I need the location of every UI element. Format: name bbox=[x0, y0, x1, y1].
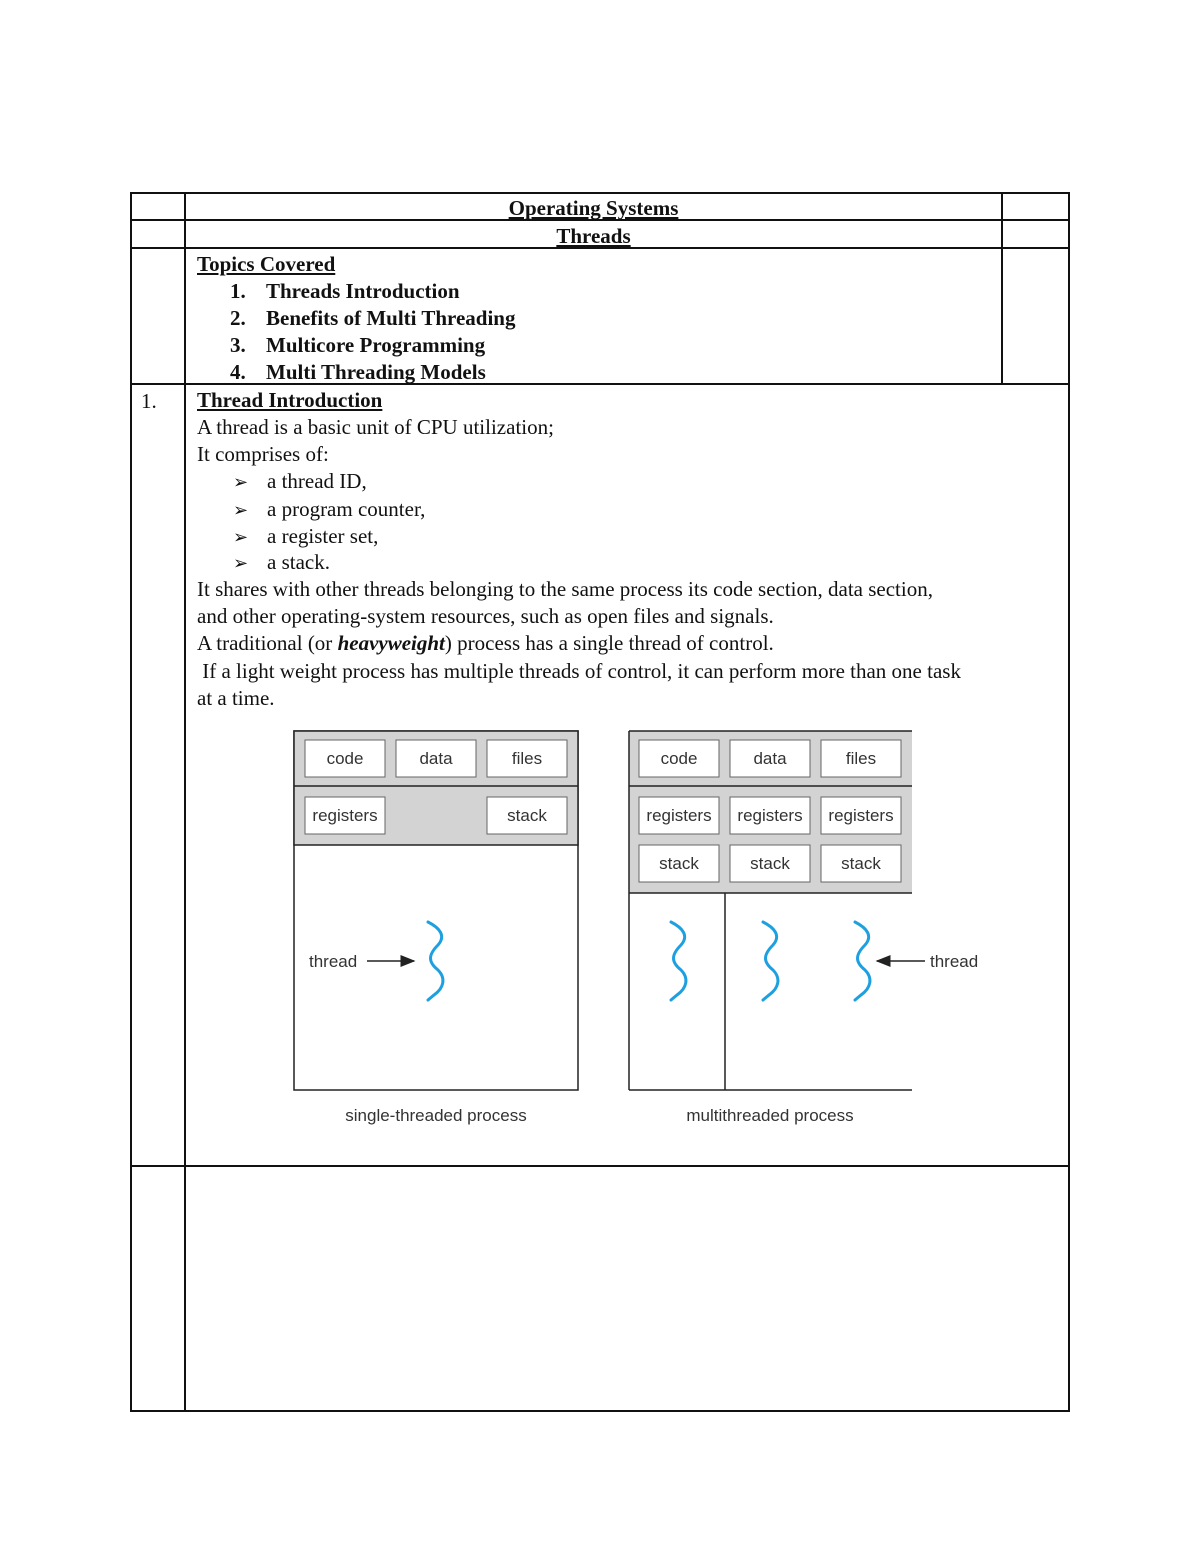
topic-label: Threads Introduction bbox=[266, 279, 460, 303]
single-caption: single-threaded process bbox=[345, 1106, 527, 1125]
bullet-text: a register set, bbox=[267, 524, 379, 548]
multi-registers-label: registers bbox=[646, 806, 712, 825]
topic-label: Benefits of Multi Threading bbox=[266, 306, 516, 330]
single-data-label: data bbox=[419, 749, 453, 768]
multi-thread-label: thread bbox=[930, 952, 979, 971]
topic-number: 3. bbox=[230, 333, 246, 357]
bullet-text: a stack. bbox=[267, 550, 330, 574]
topic-number: 4. bbox=[230, 360, 246, 384]
single-registers-label: registers bbox=[312, 806, 378, 825]
arrow-bullet-icon: ➢ bbox=[233, 527, 249, 548]
multithreaded-process bbox=[629, 731, 978, 1125]
multi-files-label: files bbox=[845, 749, 877, 768]
topic-number: 2. bbox=[230, 306, 246, 330]
multi-stack-label: stack bbox=[841, 854, 881, 873]
heavyweight-emphasis: heavyweight bbox=[337, 631, 445, 655]
shares-text-line-2: and other operating-system resources, such as open files and signals. bbox=[197, 604, 774, 628]
shares-text-line-1: It shares with other threads belonging to the same process its code section, data section, bbox=[197, 577, 933, 601]
comprises-intro: It comprises of: bbox=[197, 442, 329, 466]
topics-heading: Topics Covered bbox=[197, 252, 336, 276]
single-thread-label: thread bbox=[309, 952, 358, 971]
arrow-bullet-icon: ➢ bbox=[233, 553, 249, 574]
multi-thread-squiggle-icon bbox=[855, 922, 870, 1000]
bullet-text: a program counter, bbox=[267, 497, 426, 521]
multi-stack-label: stack bbox=[750, 854, 790, 873]
topic-title: Threads bbox=[556, 224, 631, 248]
section-heading: Thread Introduction bbox=[197, 388, 383, 412]
multi-data-label: data bbox=[753, 749, 787, 768]
traditional-text-post: ) process has a single thread of control. bbox=[444, 631, 774, 655]
definition-text: A thread is a basic unit of CPU utilization; bbox=[197, 415, 554, 439]
lightweight-text-line-1: If a light weight process has multiple threads of control, it can perform more than one task bbox=[197, 659, 961, 683]
single-code-label: code bbox=[326, 749, 364, 768]
multi-thread-squiggle-icon bbox=[763, 922, 778, 1000]
single-stack-label: stack bbox=[507, 806, 547, 825]
single-threaded-process bbox=[294, 731, 578, 1125]
multi-stack-label: stack bbox=[659, 854, 699, 873]
course-title: Operating Systems bbox=[508, 196, 679, 220]
topic-number: 1. bbox=[230, 279, 246, 303]
arrow-bullet-icon: ➢ bbox=[233, 472, 249, 493]
bullet-text: a thread ID, bbox=[267, 469, 367, 493]
arrow-bullet-icon: ➢ bbox=[233, 500, 249, 521]
multi-thread-squiggle-icon bbox=[671, 922, 686, 1000]
section-number: 1. bbox=[141, 389, 157, 413]
topic-label: Multicore Programming bbox=[266, 333, 486, 357]
single-files-label: files bbox=[511, 749, 543, 768]
multi-caption: multithreaded process bbox=[686, 1106, 854, 1125]
multi-code-label: code bbox=[660, 749, 698, 768]
lightweight-text-line-2: at a time. bbox=[197, 686, 275, 710]
topic-label: Multi Threading Models bbox=[266, 360, 486, 384]
traditional-text-pre: A traditional (or bbox=[197, 631, 338, 655]
multi-registers-label: registers bbox=[737, 806, 803, 825]
multi-registers-label: registers bbox=[828, 806, 894, 825]
